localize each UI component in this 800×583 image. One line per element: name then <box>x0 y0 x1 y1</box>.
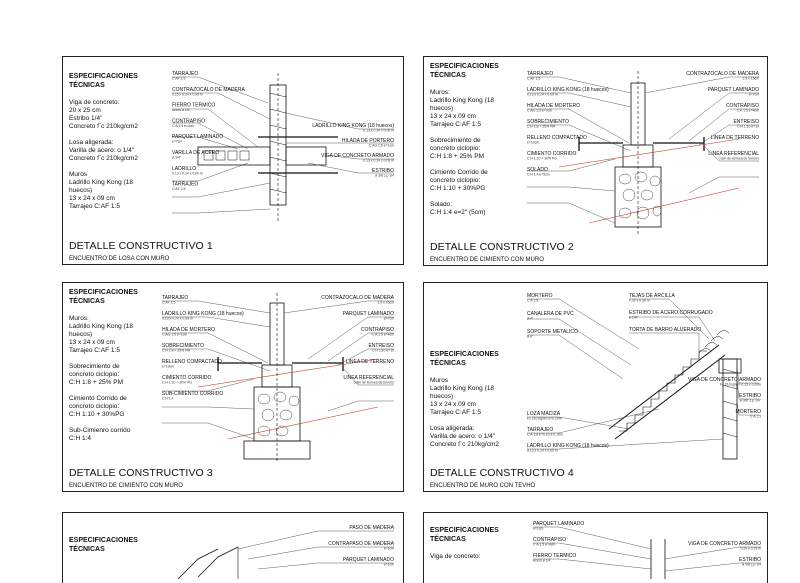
callout-sublabel: C:H 1:8 + 25% PM <box>527 124 556 129</box>
detail-sheet-2 <box>423 56 768 266</box>
callout-sublabel: 0.15 x 0.24 x 0.09 m <box>172 92 203 97</box>
callout-label: TARRAJEO <box>527 71 554 77</box>
callout-sublabel: Fc 210 kg/cm 0.25 x 0.20m <box>720 382 761 387</box>
detail-drawing <box>519 289 764 464</box>
callout-label: HILADA DE PORTERO <box>341 138 394 144</box>
callout-label: ESTRIBO <box>372 168 394 174</box>
callout-sublabel: ø 4" <box>527 334 534 339</box>
callout-label: CONTRAPISO <box>725 103 759 109</box>
callout-sublabel: C:AF 1:5 <box>172 187 186 192</box>
callout-label: SOLADO <box>527 167 548 173</box>
spec-heading: ESPECIFICACIONES TÉCNICAS <box>430 527 499 543</box>
callout-label: PASO DE MADERA <box>349 525 394 531</box>
callout-sublabel: 1.5 x 15cm <box>377 300 394 305</box>
callout-label: RELLENO COMPACTADO <box>527 135 587 141</box>
callout-label: LADRILLO KING KONG (18 huecos) <box>162 311 244 317</box>
callout-sublabel: 0.32 x 0.30 m <box>629 298 650 303</box>
callout-label: ESTRIBO <box>739 393 761 399</box>
detail-subtitle: ENCUENTRO DE CIMIENTO CON MURO <box>430 257 544 263</box>
callout-sublabel: C:H 1:10 e=10 <box>372 348 394 353</box>
callout-sublabel: 0.8m de la linea de terreno <box>353 380 394 385</box>
callout-sublabel: e=10cm <box>162 364 175 369</box>
detail-title: DETALLE CONSTRUCTIVO 3 <box>69 467 213 479</box>
callout-sublabel: 0.13 x 0.24 x 0.09 m <box>363 158 394 163</box>
callout-sublabel: e=7cm <box>383 316 394 321</box>
callout-label: CONTRAZOCALO DE MADERA <box>686 71 759 77</box>
callout-label: RELLENO COMPACTADO <box>162 359 222 365</box>
callout-sublabel: C:AF 1:5 <box>162 300 176 305</box>
callout-label: CIMIENTO CORRIDO <box>162 375 212 381</box>
callout-label: CONTRAPISO <box>360 327 394 333</box>
callout-label: LINEA REFERENCIAL <box>343 375 394 381</box>
callout-sublabel: ø 3/8 c.p 1/4 <box>375 173 394 178</box>
spec-text: Muros Ladrillo King Kong (18 huecos) 13 x 24 x 09 cm Tarrajeo C:AF 1:5 <box>430 377 494 416</box>
callout-label: SOPORTE METALICO <box>527 329 578 335</box>
callout-label: LADRILLO <box>172 165 197 172</box>
detail-title: DETALLE CONSTRUCTIVO 4 <box>430 467 574 479</box>
spec-block <box>69 537 167 563</box>
callout-sublabel: e=1cm <box>533 526 544 531</box>
callout-sublabel: C:A 1:5 e=4cm <box>371 332 394 337</box>
callout-label: HILADA DE MORTERO <box>527 103 580 109</box>
callout-label: CONTRAZOCALO DE MADERA <box>172 86 245 93</box>
callout-sublabel: 0.13 x 0.24 x 0.09 m <box>527 92 558 97</box>
detail-drawing <box>158 63 398 233</box>
callout-label: LINEA DE TERRENO <box>710 135 759 141</box>
callout-sublabel: C:AG 1:5 e=1cm <box>527 108 553 113</box>
callout-sublabel: 1.5 x 15cm <box>742 76 759 81</box>
callout-label: LADRILLO KING KONG (18 huecos) <box>312 123 394 129</box>
callout-label: ENTREISO <box>368 343 394 349</box>
detail-title: DETALLE CONSTRUCTIVO 2 <box>430 241 574 253</box>
callout-sublabel: e=1cm <box>383 562 394 567</box>
callout-sublabel: C:AG 1:5 e=1cm <box>368 143 394 148</box>
callout-sublabel: 0.8m de la linea de terreno <box>718 156 759 161</box>
callout-sublabel: C:AF 1:5 <box>172 76 186 81</box>
spec-text: Losa aligerada: Varilla de acero: o 1/4" Concreto f´c 210kg/cm2 <box>69 139 139 162</box>
callout-sublabel: C:H 1:10 + 30% PG <box>527 156 557 161</box>
callout-label: SOBRECIMIENTO <box>527 119 569 125</box>
callout-label: PARQUET LAMINADO <box>172 134 224 141</box>
callout-label: LADRILLO KING KONG (18 huecos) <box>527 443 609 449</box>
callout-label: PARQUET LAMINADO <box>342 311 394 317</box>
detail-sheet-6 <box>423 512 768 583</box>
spec-block <box>69 289 167 451</box>
callout-label: ENTREISO <box>733 119 759 125</box>
callout-sublabel: 0.20 x 0.25 m <box>740 546 761 551</box>
callout-label: ESTRIBO <box>739 557 761 563</box>
detail-sheet-4 <box>423 282 768 492</box>
callout-sublabel: 0.13 x 0.24 x 0.09 m <box>527 448 558 453</box>
detail-drawing <box>519 63 764 238</box>
callout-sublabel: e=1cm <box>383 546 394 551</box>
callout-label: TEJAS DE ARCILLA <box>629 293 675 299</box>
callout-label: PARQUET LAMINADO <box>342 557 394 563</box>
callout-label: CONTRAPISO <box>533 537 567 543</box>
callout-sublabel: C:H 1:8 + 25% PM <box>162 348 191 353</box>
callout-sublabel: ø 3/8" c.p 1/4" <box>739 398 761 403</box>
detail-sheet-1 <box>62 56 404 265</box>
callout-sublabel: C:A 1:5 e=4cm <box>533 542 556 547</box>
callout-label: MORTERO <box>527 293 553 299</box>
spec-text: Cimiento Corrido de concreto ciclopio: C:H 1:10 + 30%PG <box>69 395 127 418</box>
spec-text: Cimiento Corrido de concreto ciclopio: C:H 1:10 + 30%PG <box>430 169 488 192</box>
spec-block <box>430 527 528 569</box>
detail-subtitle: ENCUENTRO DE LOSA CON MURO <box>69 256 170 262</box>
callout-sublabel: 0.13 x 0.24 x 0.09 m <box>363 128 394 133</box>
callout-label: PARQUET LAMINADO <box>533 521 585 527</box>
callout-sublabel: C:H 1:4 <box>162 396 174 401</box>
callout-sublabel: C:AG 1:5 e=1cm <box>162 332 188 337</box>
callout-label: CONTRAPASO DE MADERA <box>328 541 394 547</box>
callout-sublabel: ø 1/4" <box>629 315 638 320</box>
detail-subtitle: ENCUENTRO DE CIMIENTO CON MURO <box>69 483 183 489</box>
callout-label: CANALERA DE PVC <box>527 311 574 317</box>
callout-label: HILADA DE MORTERO <box>162 327 215 333</box>
callout-label: TARRAJEO <box>172 181 199 188</box>
callout-label: ESTRIBO DE ACERO CORRUGADO <box>629 310 713 316</box>
spec-heading: ESPECIFICACIONES TÉCNICAS <box>430 351 499 367</box>
callout-sublabel: e=10cm <box>527 140 540 145</box>
callout-sublabel: C:AF 1:5 <box>527 76 541 81</box>
callout-label: PARQUET LAMINADO <box>707 87 759 93</box>
detail-subtitle: ENCUENTRO DE MURO CON TEVHO <box>430 483 536 489</box>
detail-title: DETALLE CONSTRUCTIVO 1 <box>69 240 213 252</box>
detail-sheet-3 <box>62 282 404 492</box>
spec-text: Viga de concreto: <box>430 553 481 560</box>
callout-label: LADRILLO KING KONG (18 huecos) <box>527 87 609 93</box>
callout-label: TARRAJEO <box>527 427 554 433</box>
callout-label: SUB-CIMIENTO CORRIDO <box>162 391 224 397</box>
detail-drawing <box>158 289 398 464</box>
callout-label: CIMIENTO CORRIDO <box>527 151 577 157</box>
callout-sublabel: e=7cm <box>748 92 759 97</box>
callout-label: TARRAJEO <box>162 295 189 301</box>
spec-text: Sub-Cimienro corrido C:H 1:4 <box>69 427 131 442</box>
spec-text: Solado: C:H 1:4 e=2" (5cm) <box>430 201 486 216</box>
detail-drawing <box>519 519 764 579</box>
spec-text: Sobrecimiento de concreto ciclopio: C:H 1:8 + 25% PM <box>69 363 124 386</box>
spec-block <box>430 63 528 225</box>
callout-label: TORTA DE BARRO ALUERADO <box>629 327 702 333</box>
spec-heading: ESPECIFICACIONES TÉCNICAS <box>69 537 138 553</box>
callout-label: VIGA DE CONCRETO ARMADO <box>321 153 394 159</box>
callout-sublabel: C:H 1:4 e=5cm <box>527 172 550 177</box>
spec-text: Muros: Ladrillo King Kong (18 huecos) 13 x 24 x 09 cm Tarrajeo C:AF 1:5 <box>430 89 494 128</box>
callout-label: CONTRAZOCALO DE MADERA <box>321 295 394 301</box>
callout-label: TARRAJEO <box>172 71 199 77</box>
callout-sublabel: Acero ø 1/4 <box>172 108 190 113</box>
spec-heading: ESPECIFICACIONES TÉCNICAS <box>430 63 499 79</box>
callout-sublabel: C:A 1:8 e=0.10 a 0.15m <box>527 432 563 437</box>
callout-sublabel: C:H 1:10 e=10 <box>737 124 759 129</box>
callout-label: MORTERO <box>735 409 761 415</box>
callout-sublabel: 0.13 x 0.24 x 0.09 m <box>162 316 193 321</box>
detail-drawing <box>158 519 398 579</box>
callout-sublabel: Fc 210 kg/cm e=0.20m <box>527 416 562 421</box>
callout-sublabel: Acero ø 1/4 <box>533 558 551 563</box>
callout-sublabel: ø 4" <box>527 316 534 321</box>
spec-text: Viga de concreto: 20 x 25 cm Estribo 1/4" Concreto f´c 210kg/cm2 <box>69 99 139 130</box>
callout-sublabel: C:A 1:5 <box>749 414 761 419</box>
callout-label: VARILLA DE ACERO <box>172 150 220 156</box>
spec-block <box>69 73 167 219</box>
detail-sheet-5 <box>62 512 404 583</box>
callout-label: SOBRECIMIENTO <box>162 343 204 349</box>
spec-text: Losa aligerada: Varilla de acero: o 1/4" Concreto f´c 210kg/cm2 <box>430 425 500 448</box>
callout-sublabel: ø 3/4" <box>172 155 181 160</box>
callout-sublabel: e=7cm <box>172 139 183 144</box>
callout-label: FIERRO TERMICO <box>172 102 216 109</box>
callout-sublabel: ø 3/8 c.p 1/4 <box>742 562 761 567</box>
callout-sublabel: C:A 1:5 <box>527 298 539 303</box>
callout-sublabel: 0.13 x 0.24 x 0.09 m <box>172 171 203 176</box>
callout-label: FIERRO TERMICO <box>533 553 577 559</box>
spec-text: Sobrecimiento de concreto ciclopio: C:H 1:8 + 25% PM <box>430 137 485 160</box>
callout-sublabel: C:A 1:5 e=4cm <box>736 108 759 113</box>
spec-heading: ESPECIFICACIONES TÉCNICAS <box>69 73 138 89</box>
spec-heading: ESPECIFICACIONES TÉCNICAS <box>69 289 138 305</box>
spec-text: Muros: Ladrillo King Kong (18 huecos) 13 x 24 x 09 cm Tarrajeo C:AF 1:5 <box>69 315 133 354</box>
spec-text: Muros Ladrillo King Kong (18 huecos) 13 x 24 x 09 cm Tarrajeo C:AF 1:5 <box>69 171 133 210</box>
callout-label: VIGA DE CONCRETO ARMADO <box>688 541 761 547</box>
callout-label: CONTRAPISO <box>172 118 206 125</box>
callout-sublabel: C:H 1:10 + 30% PG <box>162 380 192 385</box>
spec-block <box>430 351 528 457</box>
callout-label: LINEA REFERENCIAL <box>708 151 759 157</box>
callout-label: LINEA DE TERRENO <box>345 359 394 365</box>
callout-sublabel: C:A 1:5 e=4cm <box>172 123 195 128</box>
callout-label: LOZA MACIZA <box>527 411 561 417</box>
callout-label: VIGA DE CONCRETO ARMADO <box>688 377 761 383</box>
